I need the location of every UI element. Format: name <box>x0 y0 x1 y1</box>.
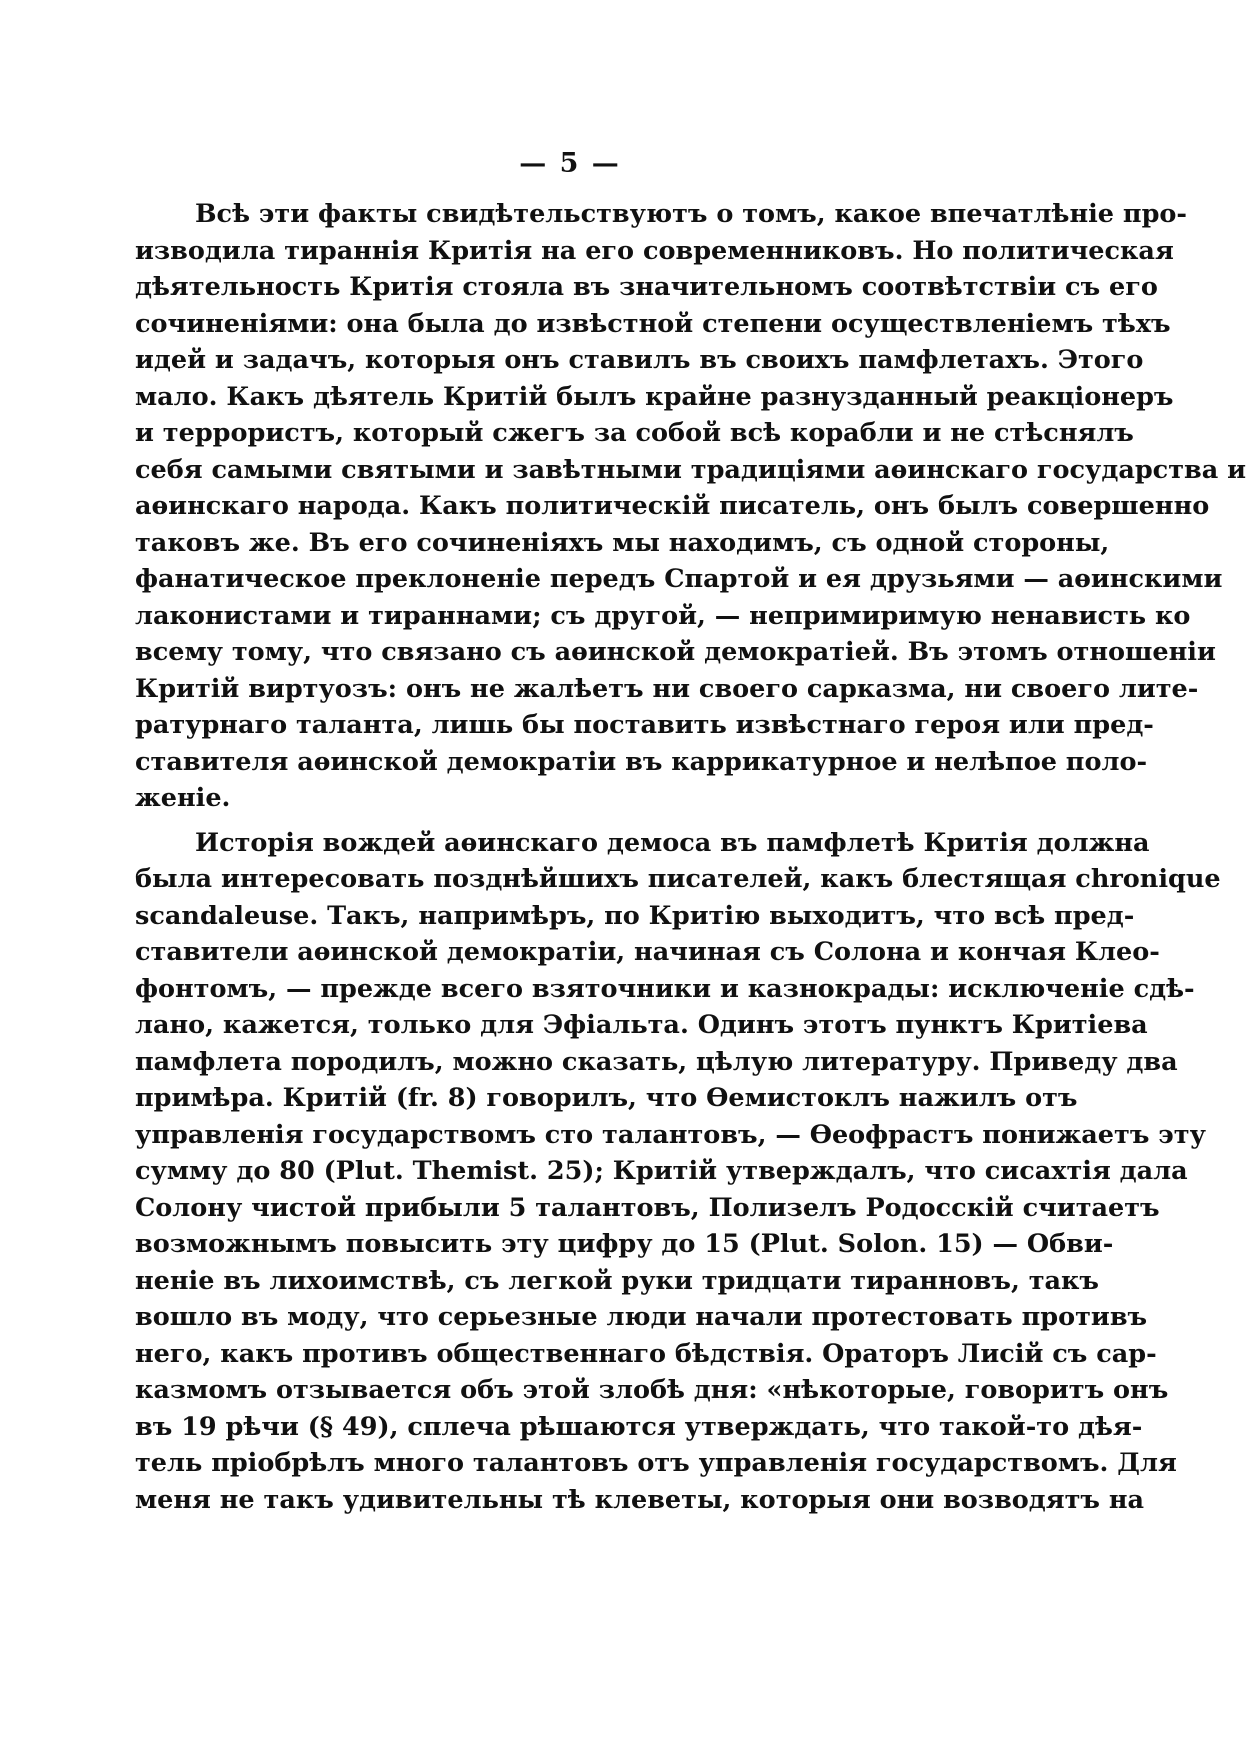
text-line: изводила тираннія Критія на его современниковъ. Но политическая <box>135 235 1174 266</box>
text-line: сумму до 80 (Plut. Themist. 25); Критій утверждалъ, что сисахтія дала <box>135 1156 1188 1186</box>
text-line: scandaleuse. Такъ, напримѣръ, по Критію выходитъ, что всѣ пред- <box>135 900 1135 931</box>
text-line: памфлета породилъ, можно сказать, цѣлую литературу. Приведу два <box>135 1046 1178 1077</box>
text-line: аѳинскаго народа. Какъ политическій писатель, онъ былъ совершенно <box>135 491 1210 521</box>
text-line: Солону чистой прибыли 5 талантовъ, Полизелъ Родосскій считаетъ <box>135 1192 1160 1223</box>
text-line: вошло въ моду, что серьезные люди начали протестовать противъ <box>135 1302 1148 1332</box>
text-line: и террористъ, который сжегъ за собой всѣ корабли и не стѣснялъ <box>135 418 1134 448</box>
text-line: примѣра. Критій (fr. 8) говорилъ, что Ѳемистоклъ нажилъ отъ <box>135 1083 1078 1113</box>
text-line: сочиненіями: она была до извѣстной степени осуществленіемъ тѣхъ <box>135 308 1171 339</box>
text-line: женіе. <box>135 783 231 813</box>
text-line: идей и задачъ, которыя онъ ставилъ въ своихъ памфлетахъ. Этого <box>135 345 1144 375</box>
text-line: себя самыми святыми и завѣтными традиціями аѳинскаго государства и <box>135 454 1246 485</box>
text-line: неніе въ лихоимствѣ, съ легкой руки тридцати тиранновъ, такъ <box>135 1265 1099 1296</box>
text-line: тель пріобрѣлъ много талантовъ отъ управленія государствомъ. Для <box>135 1448 1177 1478</box>
text-line: дѣятельность Критія стояла въ значительномъ соотвѣтствіи съ его <box>135 272 1158 302</box>
text-line: фонтомъ, — прежде всего взяточники и казнокрады: исключеніе сдѣ- <box>135 973 1195 1004</box>
text-line: Исторія вождей аѳинскаго демоса въ памфлетѣ Критія должна <box>195 827 1150 858</box>
text-line: Критій виртуозъ: онъ не жалѣетъ ни своего сарказма, ни своего лите- <box>135 673 1199 704</box>
text-line: лаконистами и тираннами; съ другой, — непримиримую ненависть ко <box>135 600 1191 631</box>
text-line: него, какъ противъ общественнаго бѣдствія. Ораторъ Лисій съ сар- <box>135 1338 1157 1369</box>
text-line: возможнымъ повысить эту цифру до 15 (Plut. Solon. 15) — Обви- <box>135 1229 1114 1259</box>
text-line: въ 19 рѣчи (§ 49), сплеча рѣшаются утверждать, что такой-то дѣя- <box>135 1411 1143 1442</box>
text-line: фанатическое преклоненіе передъ Спартой и ея друзьями — аѳинскими <box>135 564 1223 594</box>
body-text <box>135 196 1246 1518</box>
text-line: была интересовать позднѣйшихъ писателей, какъ блестящая chronique <box>135 864 1221 894</box>
paragraph-1 <box>135 196 1246 817</box>
paragraph-gap <box>135 817 950 825</box>
text-line: таковъ же. Въ его сочиненіяхъ мы находимъ, съ одной стороны, <box>135 527 1110 558</box>
text-line: казмомъ отзывается объ этой злобѣ дня: «нѣкоторые, говоритъ онъ <box>135 1375 1169 1405</box>
text-line: ставителя аѳинской демократіи въ каррикатурное и нелѣпое поло- <box>135 746 1148 777</box>
paragraph-2 <box>135 825 1221 1519</box>
text-line: ставители аѳинской демократіи, начиная съ Солона и кончая Клео- <box>135 937 1160 967</box>
text-line: Всѣ эти факты свидѣтельствуютъ о томъ, какое впечатлѣніе про- <box>195 199 1187 229</box>
text-line: управленія государствомъ сто талантовъ, — Ѳеофрастъ понижаетъ эту <box>135 1119 1206 1150</box>
page-number: — 5 — <box>519 148 621 179</box>
text-line: ратурнаго таланта, лишь бы поставить извѣстнаго героя или пред- <box>135 710 1154 740</box>
text-line: лано, кажется, только для Эфіальта. Одинъ этотъ пунктъ Критіева <box>135 1010 1148 1040</box>
text-line: всему тому, что связано съ аѳинской демократіей. Въ этомъ отношеніи <box>135 637 1216 667</box>
text-line: меня не такъ удивительны тѣ клеветы, которыя они возводятъ на <box>135 1484 1145 1515</box>
text-line: мало. Какъ дѣятель Критій былъ крайне разнузданный реакціонеръ <box>135 381 1174 412</box>
